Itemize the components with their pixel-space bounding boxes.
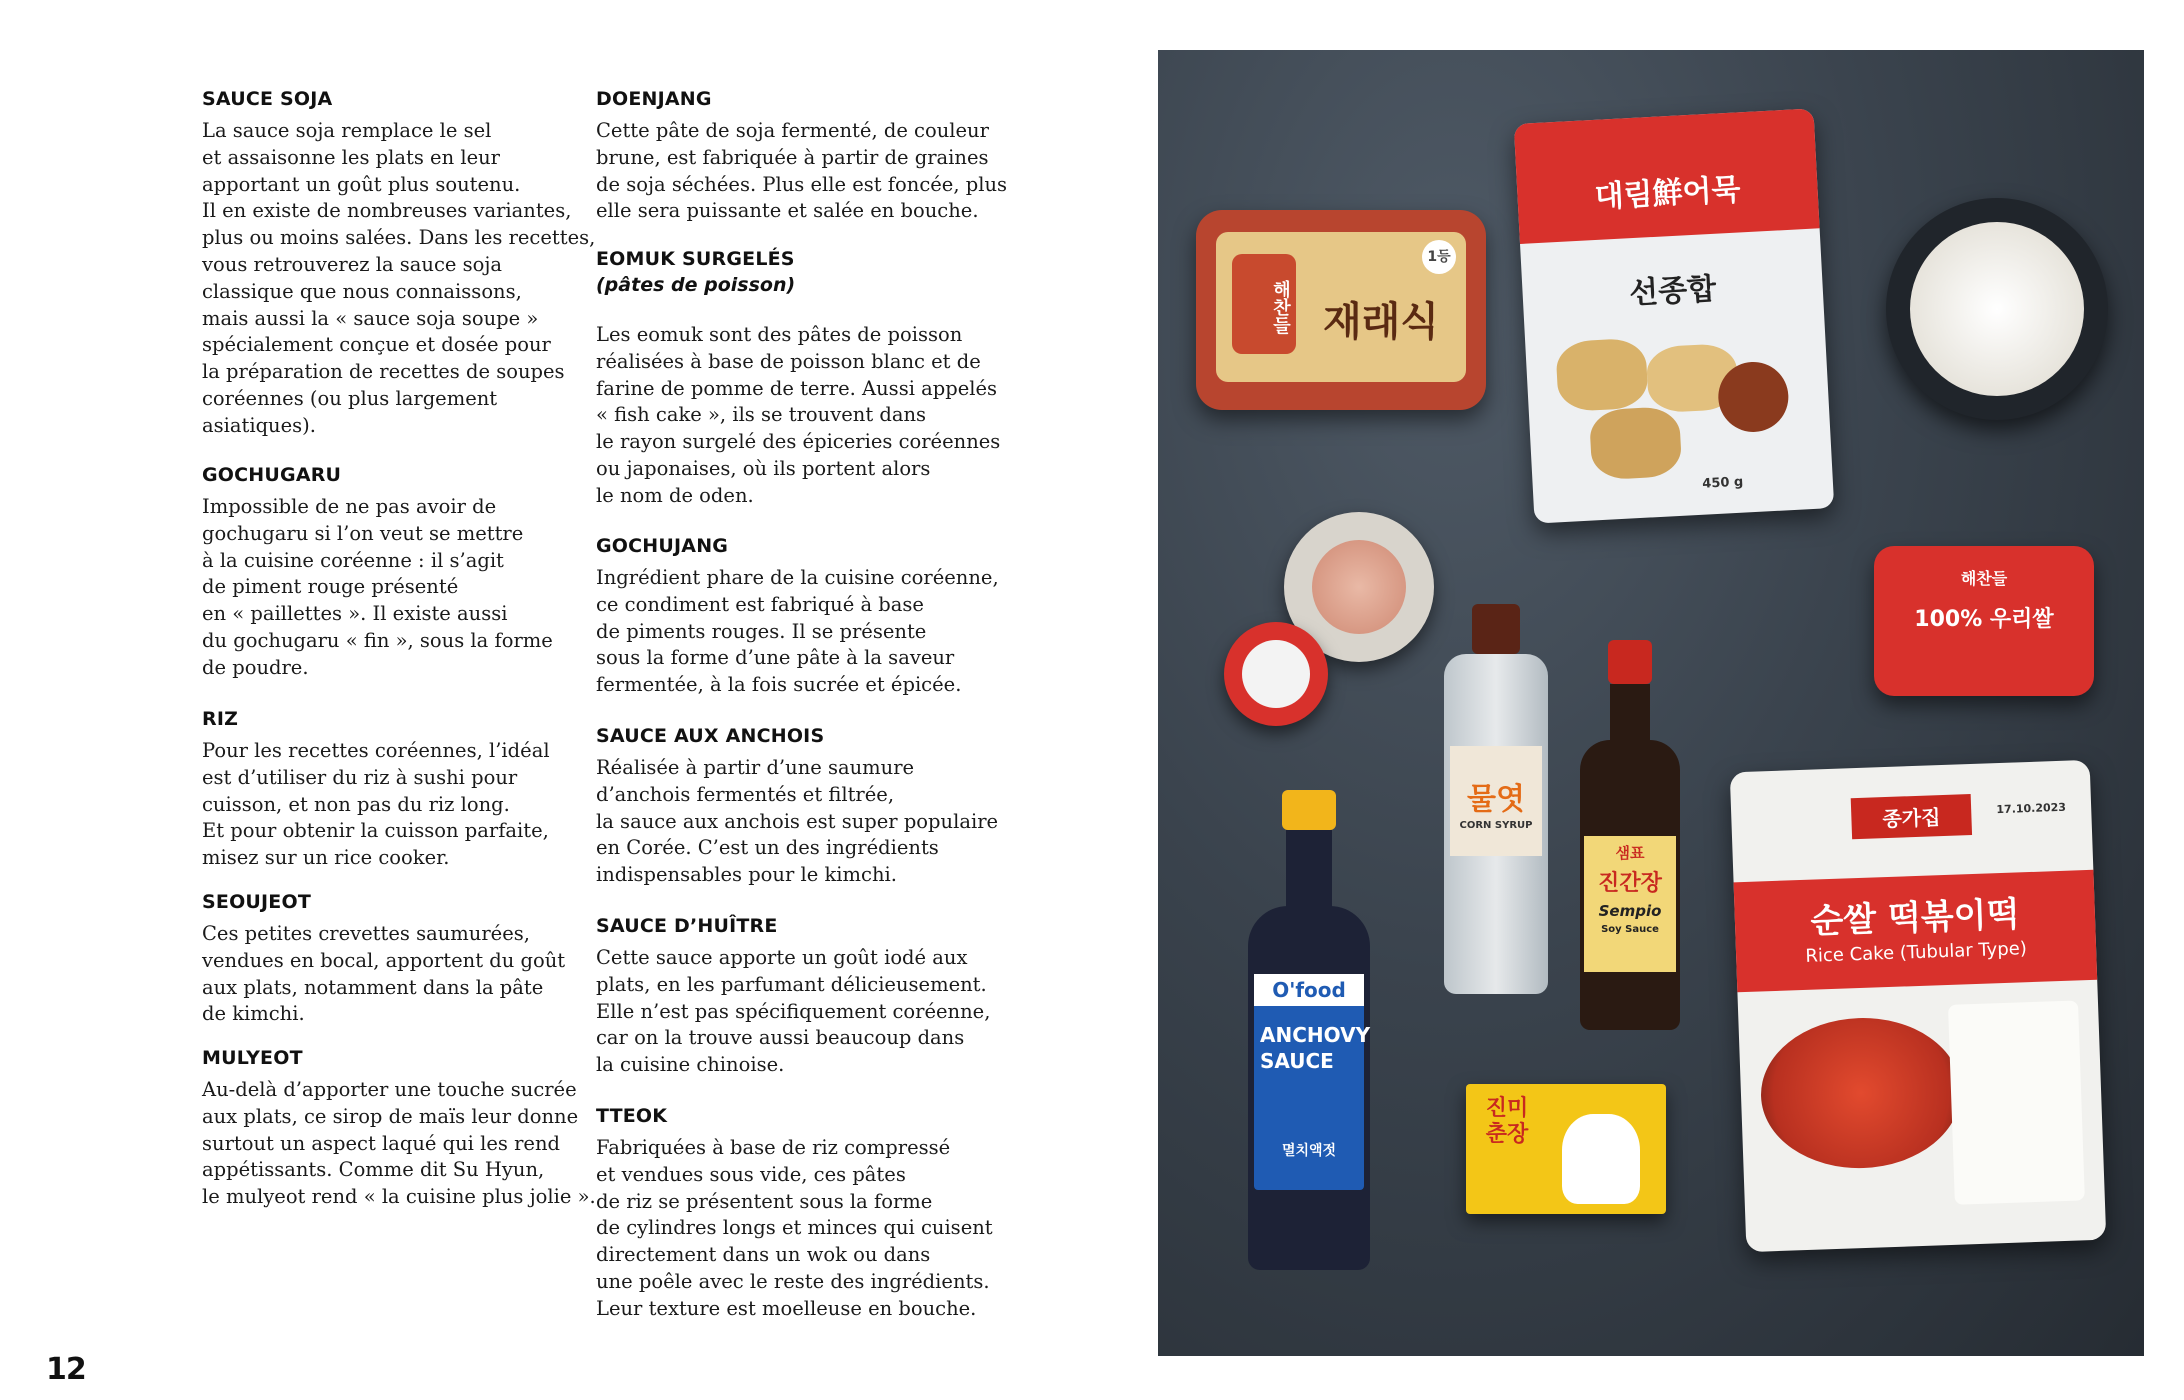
fishcake-package [1514,108,1835,523]
ricecake-date: 17.10.2023 [1996,800,2067,817]
entry-title: RIZ [202,708,239,730]
doenjang-tag: 1등 [1422,240,1456,274]
anchovy-label: ANCHOVY SAUCE [1260,1023,1371,1073]
entry-title: GOCHUGARU [202,464,342,486]
ricecake-brand: 종가집 [1851,794,1972,839]
entry-body: Réalisée à partir d’une saumure d’anchois fermentés et filtrée, la sauce aux anchois est super populaire en Corée. C’est un des ingrédients indispensables pour le kimchi. [596,756,999,887]
entry-body: Ces petites crevettes saumurées, vendues en bocal, apportent du goût aux plats, notamment dans la pâte de kimchi. [202,922,566,1026]
entry-sauce-soja [202,86,622,440]
oyster-sauce-box [1466,1084,1666,1214]
entry-subtitle: (pâtes de poisson) [596,274,796,296]
fishcake-weight: 450 g [1701,474,1744,492]
entry-title: MULYEOT [202,1047,303,1069]
entry-title: EOMUK SURGELÉS [596,248,795,270]
entry-tteok [596,1103,1036,1323]
gochujang-label: 100% 우리쌀 [1914,607,2054,632]
entry-body: Cette pâte de soja fermenté, de couleur brune, est fabriquée à partir de graines de soja séchées. Plus elle est foncée, plus elle sera puissante et salée en bouche. [596,119,1008,223]
entry-gochujang [596,533,1036,699]
entry-body: Au-delà d’apporter une touche sucrée aux plats, ce sirop de maïs leur donne surtout un aspect laqué qui les rend appétissants. Comme dit Su Hyun, le mulyeot rend « la cuisine plus jolie ». [202,1078,596,1209]
entry-sauce-huitre [596,913,1036,1079]
entry-body: Ingrédient phare de la cuisine coréenne, ce condiment est fabriqué à base de piments rouges. Il se présente sous la forme d’une pâte à la saveur fermentée, à la fois sucrée et épicée. [596,566,999,697]
entry-sauce-anchois [596,723,1036,889]
entry-seoujeot [202,889,622,1028]
entry-title: SAUCE AUX ANCHOIS [596,725,825,747]
soy-sauce-bottle [1580,640,1680,1030]
fishcake-name: 선종합 [1628,271,1718,312]
ricecake-english: Rice Cake (Tubular Type) [1805,938,2028,967]
ingredients-photo [1158,50,2144,1356]
entry-mulyeot [202,1045,622,1211]
page-number: 12 [46,1352,86,1387]
fishcake-brand: 대림鮮어묵 [1593,172,1742,215]
entry-body: La sauce soja remplace le sel et assaisonne les plats en leur apportant un goût plus soutenu. Il en existe de nombreuses variantes, plus ou moins salées. Dans les recettes, vous retrouverez la sauce soja classique que nous connaissons, mais aussi la « sauce soja soupe » spécialement conçue et dosée pour la préparation de recettes de soupes coréennes (ou plus largement asiatiques). [202,119,596,437]
entry-body: Impossible de ne pas avoir de gochugaru si l’on veut se mettre à la cuisine coréenne : il s’agit de piment rouge présenté en « paillettes ». Il existe aussi du gochugaru « fin », sous la forme de poudre. [202,495,553,679]
doenjang-tub [1196,210,1486,410]
entry-title: TTEOK [596,1105,668,1127]
soy-sauce-brand: 샘표 [1615,844,1645,862]
anchovy-sauce-bottle [1248,790,1370,1270]
entry-title: SAUCE SOJA [202,88,333,110]
soy-sauce-label: 진간장 [1598,871,1662,896]
corn-syrup-bottle [1444,604,1548,994]
gochujang-brand: 해찬들 [1960,569,2008,588]
anchovy-brand: O'food [1254,974,1364,1006]
gochujang-tub [1874,546,2094,696]
entry-title: DOENJANG [596,88,712,110]
entry-title: SEOUJEOT [202,891,312,913]
ricecake-package [1730,760,2107,1252]
entry-doenjang [596,86,1036,225]
seoujeot-jar [1224,622,1328,726]
entry-riz [202,706,622,872]
entry-body: Cette sauce apporte un goût iodé aux plats, en les parfumant délicieusement. Elle n’est pas spécifiquement coréenne, car on la trouve aussi beaucoup dans la cuisine chinoise. [596,946,991,1077]
soy-sauce-sub: Soy Sauce [1601,924,1659,935]
entry-gochugaru [202,462,622,682]
doenjang-label: 재래식 [1323,299,1439,345]
ricecake-korean: 순쌀 떡볶이떡 [1809,894,2021,942]
oyster-sauce-label: 진미 춘장 [1485,1096,1529,1147]
rice-bowl [1886,198,2108,420]
entry-title: GOCHUJANG [596,535,729,557]
doenjang-brand: 해찬들 [1270,280,1291,334]
corn-syrup-sub: CORN SYRUP [1459,820,1533,831]
entry-eomuk [596,246,1036,510]
entry-body: Fabriquées à base de riz compressé et vendues sous vide, ces pâtes de riz se présentent sous la forme de cylindres longs et minces qui cuisent directement dans un wok ou dans une poêle avec le reste des ingrédients. Leur texture est moelleuse en bouche. [596,1136,993,1320]
corn-syrup-label: 물엿 [1467,782,1525,817]
entry-body: Les eomuk sont des pâtes de poisson réalisées à base de poisson blanc et de farine de pomme de terre. Aussi appelés « fish cake », ils se trouvent dans le rayon surgelé des épiceries coréennes ou japonaises, où ils portent alors le nom de oden. [596,323,1001,507]
soy-sauce-name: Sempio [1598,902,1662,920]
entry-title: SAUCE D’HUÎTRE [596,915,778,937]
entry-body: Pour les recettes coréennes, l’idéal est d’utiliser du riz à sushi pour cuisson, et non pas du riz long. Et pour obtenir la cuisson parfaite, misez sur un rice cooker. [202,739,550,870]
anchovy-korean: 멸치액젓 [1281,1143,1337,1159]
